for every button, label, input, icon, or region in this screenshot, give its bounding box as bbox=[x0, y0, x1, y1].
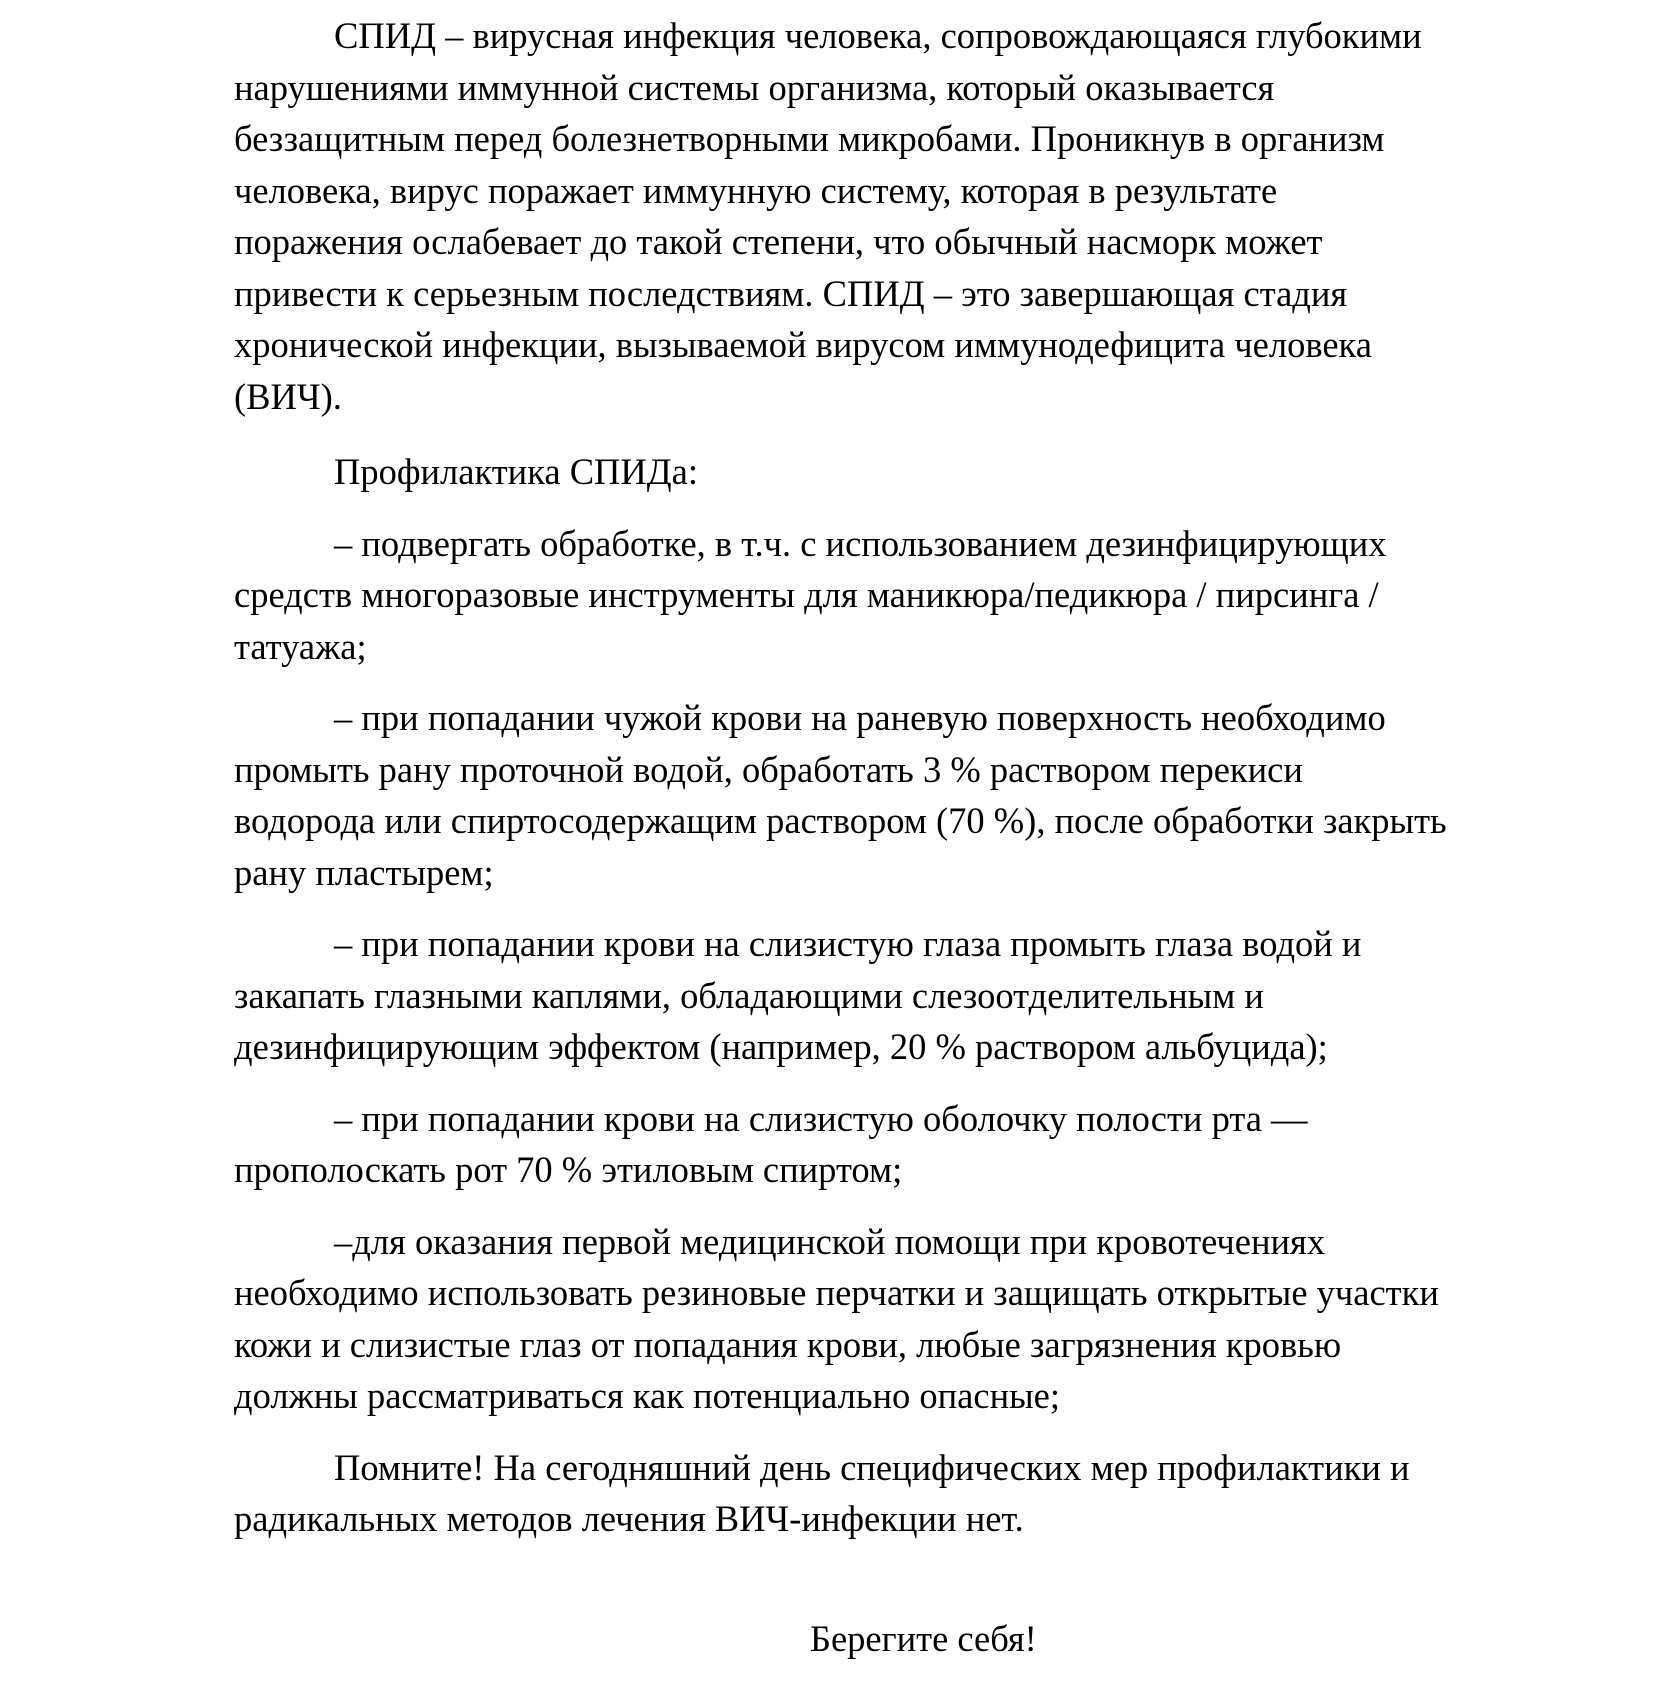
prevention-item-first-aid: –для оказания первой медицинской помощи при кровотечениях необходимо использовать резиновые перчатки и защищать открытые участки кожи и слизистые глаз от попадания крови, любые загрязнения кровью должны рассматриваться как потенциально опасные; bbox=[234, 1220, 1439, 1416]
document-body bbox=[234, 10, 1534, 1545]
prevention-heading: Профилактика СПИДа: bbox=[334, 451, 699, 492]
reminder-paragraph: Помните! На сегодняшний день специфических мер профилактики и радикальных методов лечения ВИЧ-инфекции нет. bbox=[234, 1446, 1410, 1539]
prevention-item-wound: – при попадании чужой крови на раневую поверхность необходимо промыть рану проточной водой, обработать 3 % раствором перекиси водорода или спиртосодержащим раствором (70 %), после обработки закрыть рану пластырем; bbox=[234, 697, 1447, 893]
prevention-item-instruments: – подвергать обработке, в т.ч. с использованием дезинфицирующих средств многоразовые инструменты для маникюра/педикюра / пирсинга / татуажа; bbox=[234, 522, 1387, 667]
closing-line: Берегите себя! bbox=[810, 1618, 1037, 1659]
intro-paragraph: СПИД – вирусная инфекция человека, сопровождающаяся глубокими нарушениями иммунной системы организма, который оказывается беззащитным перед болезнетворными микробами. Проникнув в организм человека, вирус поражает иммунную систему, которая в результате поражения ослабевает до такой степени, что обычный насморк может привести к серьезным последствиям. СПИД – это завершающая стадия хронической инфекции, вызываемой вирусом иммунодефицита человека (ВИЧ). bbox=[234, 15, 1422, 417]
prevention-item-eyes: – при попадании крови на слизистую глаза промыть глаза водой и закапать глазными каплями, обладающими слезоотделительным и дезинфицирующим эффектом (например, 20 % раствором альбуцида); bbox=[234, 923, 1362, 1067]
prevention-item-mouth: – при попадании крови на слизистую оболочку полости рта — прополоскать рот 70 % этиловым спиртом; bbox=[234, 1097, 1308, 1190]
